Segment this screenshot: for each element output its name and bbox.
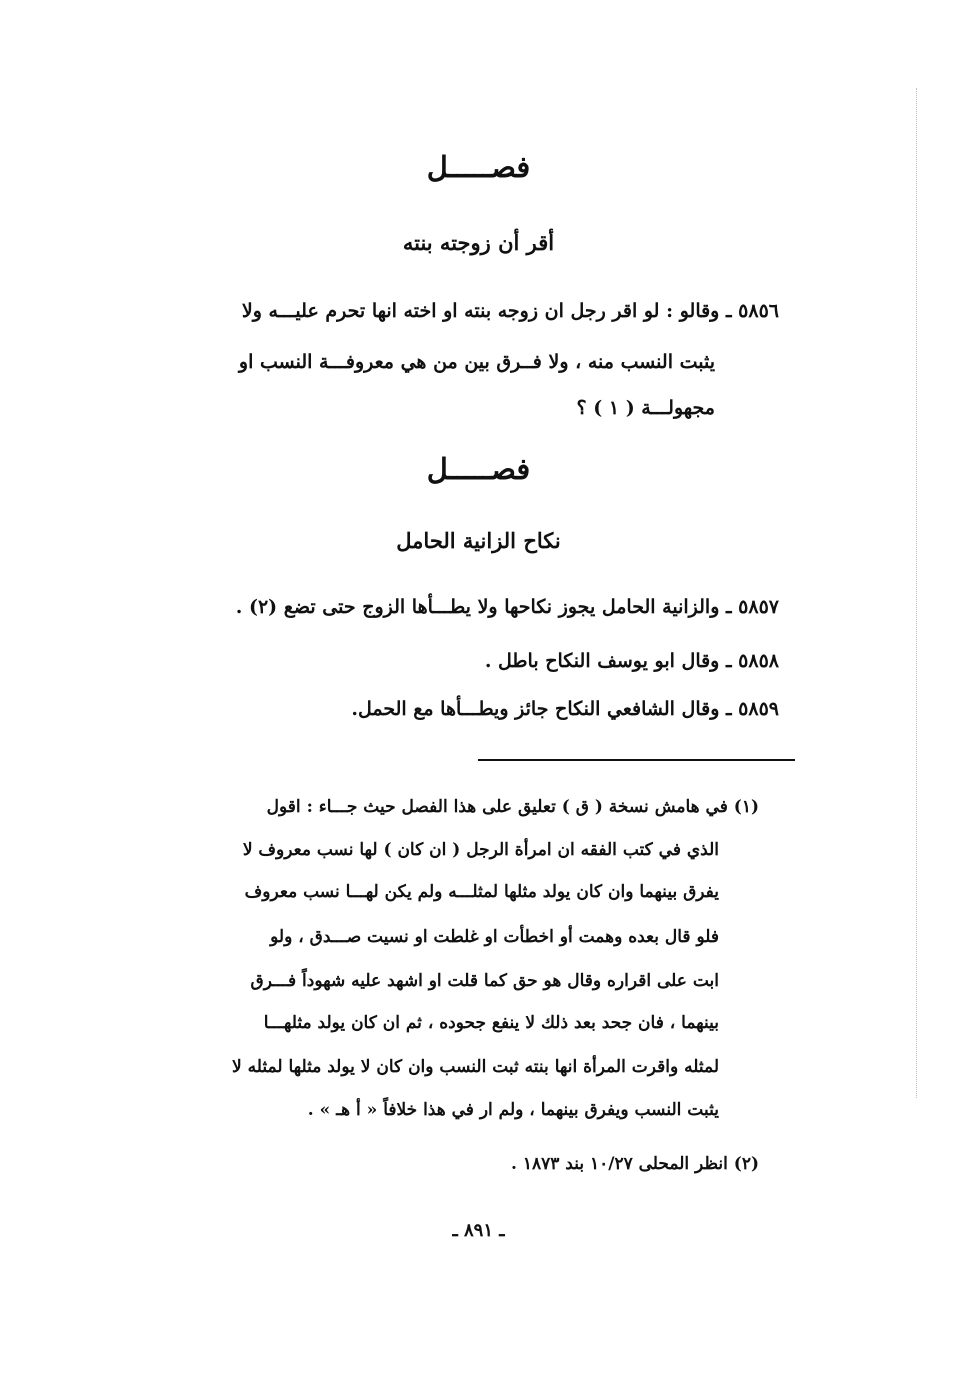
- section-heading-fasl-2: فصـــــل: [426, 452, 531, 486]
- paragraph-5856-line-1: ٥٨٥٦ ـ وقالو : لو اقر رجل ان زوجه بنته او اخته انها تحرم عليـــه ولا: [241, 300, 779, 322]
- footnote-separator: [478, 759, 795, 761]
- paragraph-5858: ٥٨٥٨ ـ وقال ابو يوسف النكاح باطل .: [484, 650, 779, 672]
- paragraph-5856-line-3: مجهولـــة ( ١ ) ؟: [576, 397, 715, 419]
- footnote-1-line-6: بينهما ، فان جحد بعد ذلك لا ينفع جحوده ، ثم ان كان يولد مثلهـــا: [263, 1013, 719, 1033]
- section-heading-fasl-1: فصـــــل: [426, 150, 531, 184]
- footnote-1-line-4: فلو قال بعده وهمت أو اخطأت او غلطت او نسيت صـــدق ، ولو: [270, 927, 719, 947]
- footnote-1-line-2: الذي في كتب الفقه ان امرأة الرجل ( ان كان ) لها نسب معروف لا: [242, 840, 719, 860]
- page-number: ـ ٨٩١ ـ: [452, 1220, 505, 1241]
- section-subheading-2: نكاح الزانية الحامل: [396, 528, 561, 553]
- footnote-2: (٢) انظر المحلى ١٠/٢٧ بند ١٨٧٣ .: [510, 1154, 759, 1174]
- footnote-1-line-5: ابت على اقراره وقال هو حق كما قلت او اشهد عليه شهوداً فـــرق: [250, 971, 719, 991]
- paragraph-5856-line-2: يثبت النسب منه ، ولا فــرق بين من هي معروفـــة النسب او: [238, 351, 715, 373]
- paragraph-5857: ٥٨٥٧ ـ والزانية الحامل يجوز نكاحها ولا يطـــأها الزوج حتى تضع (٢) .: [235, 596, 779, 618]
- section-subheading-1: أقر أن زوجته بنته: [402, 230, 555, 255]
- paragraph-5859: ٥٨٥٩ ـ وقال الشافعي النكاح جائز ويطـــأها مع الحمل.: [351, 698, 779, 720]
- footnote-1-line-8: يثبت النسب ويفرق بينهما ، ولم ار في هذا خلافاً « أ هـ » .: [307, 1100, 719, 1120]
- footnote-1-line-7: لمثله واقرت المرأة انها بنته ثبت النسب وان كان لا يولد مثلها لمثله لا: [232, 1057, 719, 1077]
- footnote-1-line-1: (١) في هامش نسخة ( ق ) تعليق على هذا الفصل حيث جـــاء : اقول: [266, 797, 759, 817]
- footnote-1-line-3: يفرق بينهما وان كان يولد مثلها لمثلـــه ولم يكن لهـــا نسب معروف: [244, 882, 719, 902]
